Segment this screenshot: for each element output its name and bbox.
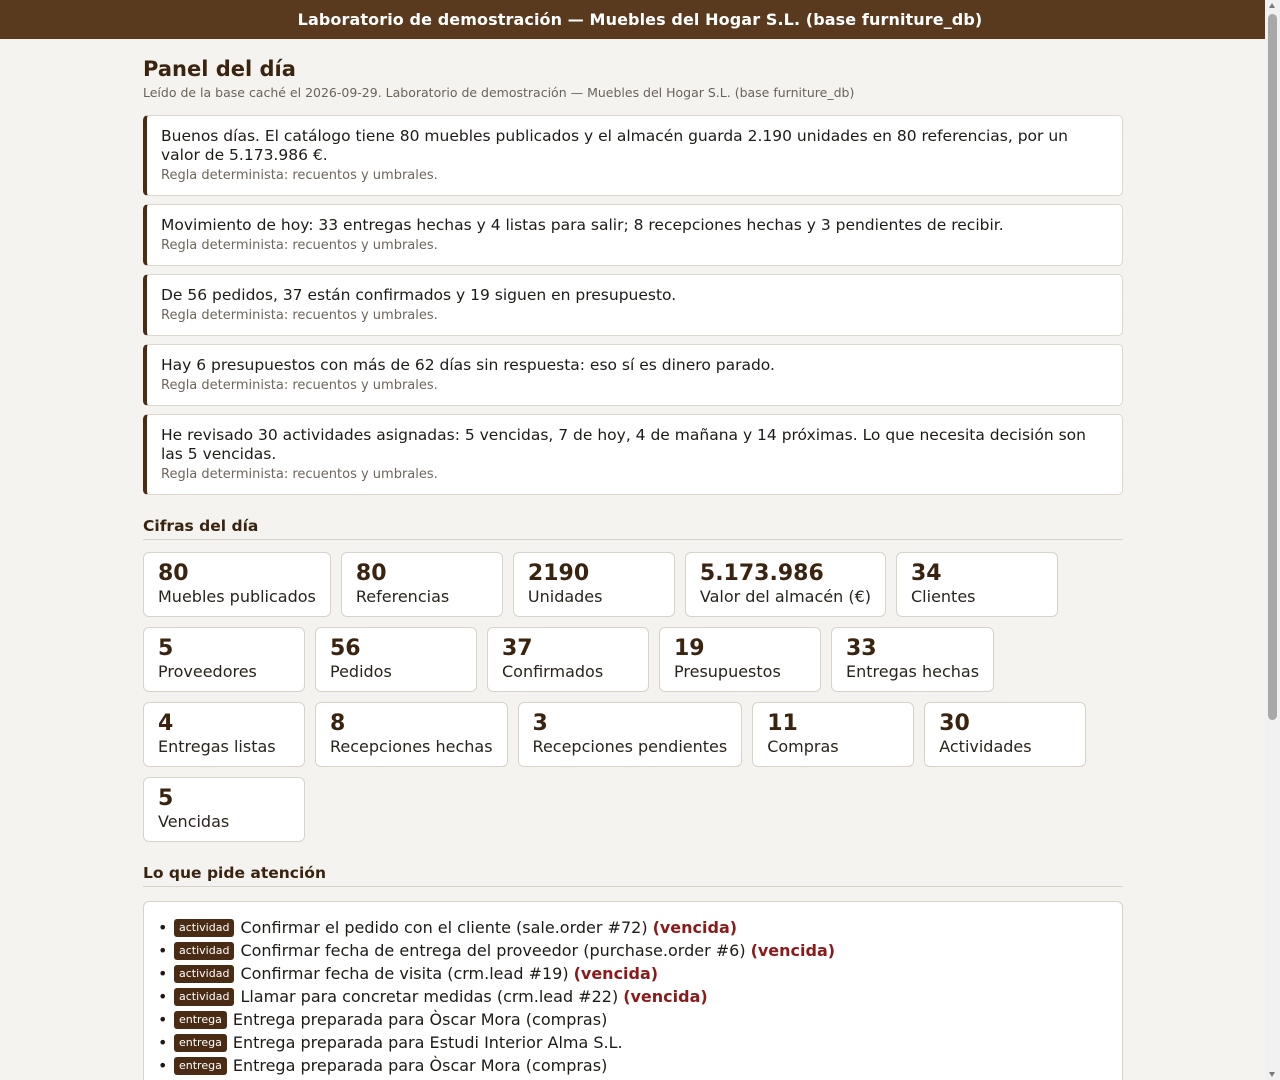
stat-value: 30 [939,711,970,736]
overdue-flag: (vencida) [623,987,708,1006]
stat-value: 11 [767,711,798,736]
item-text: Llamar para concretar medidas (crm.lead #22) [240,987,619,1006]
stat-label: Entregas hechas [846,662,980,681]
stat-label: Actividades [939,737,1032,756]
stat-card [315,627,477,692]
stat-value: 56 [330,636,361,661]
insight-card [143,204,1123,266]
insight-card [143,344,1123,406]
list-item[interactable] [158,916,1108,939]
item-text: Confirmar el pedido con el cliente (sale.order #72) [240,918,648,937]
type-badge: • entrega [174,1011,227,1029]
stat-value: 4 [158,711,174,736]
insight-card [143,414,1123,495]
dashboard [143,56,1123,1080]
insight-rule: Regla determinista: recuentos y umbrales. [161,467,438,482]
type-badge: • entrega [174,1057,227,1075]
insight-rule: Regla determinista: recuentos y umbrales. [161,378,438,393]
stat-label: Recepciones pendientes [532,737,728,756]
attention-heading: Lo que pide atención [143,864,1123,887]
stat-value: 19 [674,636,705,661]
stat-value: 34 [911,561,942,586]
overdue-flag: (vencida) [750,941,836,960]
stat-value: 80 [158,561,189,586]
attention-panel [143,901,1123,1080]
stat-label: Confirmados [502,662,604,681]
stat-value: 37 [502,636,533,661]
stat-card [143,702,305,767]
type-badge: • actividad [174,988,234,1006]
insight-text: Buenos días. El catálogo tiene 80 muebles publicados y el almacén guarda 2.190 unidades en 80 referencias, por un valor de 5.173.986 €. [161,127,1068,164]
stat-label: Entregas listas [158,737,276,756]
stat-label: Unidades [527,587,603,606]
list-item[interactable] [158,1031,1108,1054]
stat-value: 33 [846,636,877,661]
stat-label: Clientes [911,587,976,606]
stat-card [143,552,331,617]
stat-label: Valor del almacén (€) [699,587,871,606]
list-item[interactable] [158,1054,1108,1077]
stat-card [659,627,821,692]
page-subtitle: Leído de la base caché el 2026-09-29. Laboratorio de demostración — Muebles del Hogar S.L. (base furniture_db) [143,85,855,100]
stat-value: 5 [158,786,174,811]
stat-label: Proveedores [158,662,257,681]
insight-rule: Regla determinista: recuentos y umbrales. [161,308,438,323]
stat-card [518,702,743,767]
stat-value: 80 [355,561,387,586]
list-item[interactable] [158,985,1108,1008]
stat-value: 2190 [527,561,590,586]
insight-text: He revisado 30 actividades asignadas: 5 vencidas, 7 de hoy, 4 de mañana y 14 próximas. Lo que necesita decisión son las 5 vencidas. [161,426,1086,463]
insight-text: Movimiento de hoy: 33 entregas hechas y 4 listas para salir; 8 recepciones hechas y 3 pendientes de recibir. [161,216,1004,234]
insight-card [143,115,1123,196]
stat-card [896,552,1058,617]
overdue-flag: (vencida) [573,964,659,983]
figures-grid [143,552,1123,842]
attention-list [158,916,1108,1077]
stat-label: Pedidos [330,662,392,681]
stat-card [513,552,675,617]
list-item[interactable] [158,962,1108,985]
insights-list [143,115,1123,495]
stat-value: 5 [158,636,174,661]
stat-label: Vencidas [158,812,230,831]
vertical-scrollbar[interactable] [1265,0,1280,1080]
type-badge: • entrega [174,1034,227,1052]
type-badge: • actividad [174,942,234,960]
stat-label: Recepciones hechas [330,737,493,756]
stat-label: Compras [767,737,839,756]
stat-card [685,552,886,617]
list-item[interactable] [158,939,1108,962]
figures-heading: Cifras del día [143,517,1123,540]
stat-card [831,627,994,692]
overdue-flag: (vencida) [652,918,738,937]
stat-card [487,627,649,692]
app-header [0,0,1280,39]
stat-card [341,552,503,617]
stat-value: 3 [532,711,548,736]
item-text: Entrega preparada para Estudi Interior Alma S.L. [232,1033,623,1052]
scroll-up-icon[interactable] [1269,3,1275,8]
stat-card [924,702,1086,767]
insight-text: De 56 pedidos, 37 están confirmados y 19 siguen en presupuesto. [161,286,677,304]
insight-rule: Regla determinista: recuentos y umbrales. [161,238,438,253]
app-title: Laboratorio de demostración — Muebles del Hogar S.L. (base furniture_db) [297,10,983,29]
stat-value: 5.173.986 [699,561,824,586]
stat-label: Presupuestos [674,662,781,681]
stat-card [143,627,305,692]
stat-value: 8 [330,711,346,736]
stat-label: Muebles publicados [158,587,316,606]
stat-label: Referencias [355,587,450,606]
stat-card [143,777,305,842]
type-badge: • actividad [174,919,234,937]
type-badge: • actividad [174,965,234,983]
page-title: Panel del día [143,57,296,81]
stat-card [315,702,508,767]
insight-card [143,274,1123,336]
scroll-down-icon[interactable] [1269,1072,1275,1077]
insight-rule: Regla determinista: recuentos y umbrales. [161,168,438,183]
item-text: Entrega preparada para Òscar Mora (compras) [232,1056,608,1075]
list-item[interactable] [158,1008,1108,1031]
item-text: Entrega preparada para Òscar Mora (compras) [232,1010,608,1029]
insight-text: Hay 6 presupuestos con más de 62 días sin respuesta: eso sí es dinero parado. [161,356,775,374]
scrollbar-thumb[interactable] [1268,14,1277,720]
item-text: Confirmar fecha de entrega del proveedor (purchase.order #6) [240,941,746,960]
stat-card [752,702,914,767]
item-text: Confirmar fecha de visita (crm.lead #19) [240,964,569,983]
